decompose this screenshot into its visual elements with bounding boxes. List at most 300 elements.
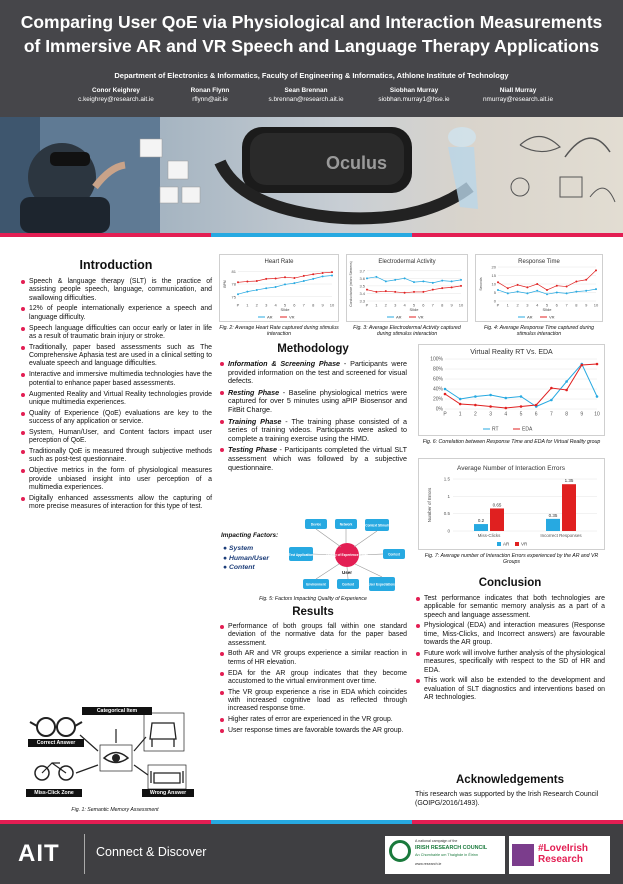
x-tick-label: 6 (422, 302, 425, 308)
fig3-caption: Fig. 3: Average Electrodermal Activity captured during stimulus interaction (353, 325, 461, 337)
y-tick-label: 3.4 (359, 290, 365, 296)
irc-logo (385, 836, 505, 874)
x-tick-label: 3 (526, 302, 529, 308)
data-point-eda (596, 363, 599, 366)
irc-top: A national campaign of the (415, 839, 458, 843)
data-point-ar (256, 289, 258, 291)
data-point-vr (404, 292, 406, 294)
data-point-eda (444, 393, 447, 396)
x-tick-label: 6 (555, 302, 558, 308)
interaction-errors-svg (419, 459, 604, 549)
methodology-phase-text: - The training phase consisted of a series of training videos. Participants were asked to complete a training exercise using the HMD. (228, 416, 407, 443)
data-point-eda (520, 405, 523, 408)
introduction-list (20, 278, 212, 511)
response-time-svg (476, 255, 602, 321)
ait-logo: AIT (18, 840, 60, 867)
data-point-ar (284, 283, 286, 285)
data-point-vr (413, 291, 415, 293)
introduction-bullet-item: Augmented Reality and Virtual Reality technologies provide unique multimedia experiences. (20, 391, 212, 408)
data-point-rt (596, 395, 599, 398)
introduction-bullet-item: Speech language difficulties can occur early or later in life as a result of traumatic brain injury or stroke. (20, 325, 212, 342)
y-tick-label: 0.5 (443, 511, 450, 517)
data-point-ar (375, 276, 377, 278)
data-point-ar (451, 280, 453, 282)
x-tick-label: 4 (536, 302, 539, 308)
x-tick-label: 6 (534, 411, 538, 418)
results-bullet-item: The VR group experience a rise in EDA which coincides with increased cognitive load as reflected through increased response time. (219, 689, 407, 714)
legend-swatch (497, 542, 501, 546)
x-tick-label: 8 (575, 302, 578, 308)
fig1-label-wrong: Wrong Answer (142, 789, 194, 797)
x-tick-label: 8 (441, 302, 444, 308)
x-tick-label: 2 (474, 411, 477, 418)
fig5-factors-list (223, 544, 269, 573)
data-point-eda (550, 387, 553, 390)
data-point-ar (385, 280, 387, 282)
methodology-phase (219, 418, 407, 444)
x-tick-label: P (236, 302, 240, 308)
data-point-ar (536, 290, 538, 292)
y-tick-label: 40% (432, 386, 443, 393)
x-tick-label: 4 (274, 302, 277, 308)
legend-label: EDA (522, 426, 533, 433)
y-tick-label: 81 (231, 268, 236, 274)
x-tick-label: P (443, 411, 447, 418)
data-point-ar (526, 292, 528, 294)
author-3: Sean Brennan s.brennan@research.ait.ie (268, 87, 344, 103)
author-1: Conor Keighrey c.keighrey@research.ait.ie (78, 87, 154, 103)
conclusion-section (415, 577, 605, 705)
y-axis-label: BPM (223, 280, 227, 288)
y-tick-label: 10 (491, 281, 496, 287)
x-tick-label: 5 (412, 302, 416, 308)
conclusion-bullet-item: Future work will involve further analysis of the physiological measures, specifically with respect to the SD of HR and EDA. (415, 650, 605, 675)
y-tick-label: 3.5 (359, 283, 365, 289)
fig1-label-correct: Correct Answer (28, 739, 84, 747)
x-tick-label: 7 (550, 411, 553, 418)
data-point-vr (237, 281, 239, 283)
data-point-ar (312, 278, 314, 280)
data-point-vr (265, 278, 267, 280)
bar-ar (474, 524, 488, 531)
data-point-rt (550, 399, 553, 402)
x-tick-label: Incorrect Responses (540, 533, 582, 538)
chart-title: Electrodermal Activity (378, 259, 436, 265)
x-tick-label: 7 (302, 302, 305, 308)
data-point-vr (566, 286, 568, 288)
data-point-ar (322, 275, 324, 277)
footer-slogan: Connect & Discover (96, 845, 207, 859)
data-point-vr (284, 276, 286, 278)
data-point-ar (394, 279, 396, 281)
x-tick-label: 5 (519, 411, 523, 418)
chart-rt-vs-eda (418, 344, 605, 436)
x-tick-label: 10 (329, 302, 335, 308)
data-point-vr (312, 273, 314, 275)
results-bullet-item: EDA for the AR group indicates that they become accustomed to the virtual environment over time. (219, 670, 407, 687)
x-tick-label: 1 (246, 302, 249, 308)
data-point-vr (460, 285, 462, 287)
bar-data-label: 1.35 (564, 478, 574, 484)
introduction-bullet-item: 12% of people internationally experience a speech and language difficulty. (20, 305, 212, 322)
data-point-vr (536, 283, 538, 285)
data-point-ar (293, 282, 295, 284)
data-point-vr (394, 291, 396, 293)
footer (0, 824, 623, 884)
fig5-factors-title: Impacting Factors: (221, 532, 279, 539)
love-logo-icon (512, 844, 534, 866)
x-tick-label: 2 (255, 302, 258, 308)
legend-swatch (515, 542, 519, 546)
introduction-bullet-item: Quality of Experience (QoE) evaluations are key to the success of any application or service. (20, 410, 212, 427)
data-point-vr (432, 289, 434, 291)
y-axis-label: Number of Errors (427, 487, 432, 523)
data-point-vr (585, 279, 587, 281)
heart-rate-svg (220, 255, 338, 321)
results-title: Results (292, 606, 334, 618)
x-tick-label: P (365, 302, 369, 308)
author-2: Ronan Flynn rflynn@ait.ie (190, 87, 230, 103)
data-point-vr (385, 290, 387, 292)
x-tick-label: 10 (594, 411, 600, 418)
node-test-application-label: Test Application (289, 553, 314, 557)
x-tick-label: 9 (585, 302, 588, 308)
x-tick-label: 8 (565, 411, 568, 418)
x-tick-label: 4 (403, 302, 406, 308)
data-point-rt (489, 394, 492, 397)
fig6-caption: Fig. 6: Correlation between Response Time and EDA for Virtual Reality group (422, 439, 601, 445)
data-point-vr (546, 289, 548, 291)
legend-label: VR (418, 314, 424, 320)
title-line-2: of Immersive AR and VR Speech and Language Therapy Applications (23, 36, 600, 56)
y-tick-label: 1 (447, 493, 450, 499)
hololens-icon (50, 152, 90, 166)
data-point-ar (595, 288, 597, 290)
data-point-eda (474, 404, 477, 407)
fig5-diagram (289, 519, 407, 595)
x-tick-label: 1 (375, 302, 378, 308)
y-tick-label: 0 (447, 528, 450, 534)
series-line-rt (445, 364, 597, 407)
legend-label: VR (289, 314, 295, 320)
data-point-ar (331, 275, 333, 277)
chart-eda (346, 254, 468, 322)
data-point-ar (497, 289, 499, 291)
methodology-phase (219, 389, 407, 415)
fig5-factor-content: ● Content (223, 564, 255, 571)
conclusion-bullet-item: This work will also be extended to the development and evaluation of SLT diagnostics and interventions based on AR technologies. (415, 677, 605, 702)
data-point-eda (535, 404, 538, 407)
acknowledgements-text: This research was supported by the Irish Research Council (GOIPG/2016/1493). (415, 791, 599, 807)
data-point-ar (566, 292, 568, 294)
node-device-label: Device (310, 522, 322, 527)
eda-svg (347, 255, 467, 321)
y-tick-label: 3.6 (359, 275, 365, 281)
methodology-phase (219, 360, 407, 386)
data-point-rt (444, 388, 447, 391)
irc-irish: An Chomhairle um Thaighde in Éirinn (415, 853, 479, 857)
banner-illustration (0, 117, 623, 233)
bar-data-label: 0.65 (492, 502, 502, 508)
chart-title: Virtual Reality RT Vs. EDA (470, 349, 553, 356)
bar-data-label: 0.35 (548, 512, 558, 518)
fig4-caption: Fig. 4: Average Response Time captured during stimulus interaction (483, 325, 595, 337)
love-irish-research-logo (509, 836, 610, 874)
love-logo-text: #LoveIrish Research (538, 843, 589, 865)
x-axis-label: Slide (542, 307, 552, 312)
series-line-eda (445, 364, 597, 408)
results-bullet-item: Both AR and VR groups experience a similar reaction in terms of HR elevation. (219, 650, 407, 667)
results-section (219, 606, 407, 738)
department: Department of Electronics & Informatics, Faculty of Engineering & Informatics, Athlone Institute of Technology (114, 71, 509, 80)
data-point-eda (489, 405, 492, 408)
x-tick-label: 2 (384, 302, 387, 308)
author-5: Niall Murray nmurray@research.ait.ie (482, 87, 554, 103)
legend-label: VR (521, 541, 528, 547)
x-tick-label: 4 (504, 411, 508, 418)
acknowledgements-section (415, 774, 605, 808)
x-tick-label: 1 (506, 302, 509, 308)
data-point-ar (303, 280, 305, 282)
results-bullet-item: User response times are favorable towards the AR group. (219, 727, 407, 735)
legend-label: AR (396, 314, 402, 320)
legend-label: AR (267, 314, 273, 320)
data-point-eda (581, 364, 584, 367)
series-line-vr (498, 270, 596, 290)
data-point-eda (565, 389, 568, 392)
methodology-phase (219, 446, 407, 472)
y-tick-label: 20% (432, 396, 443, 403)
band-blue (211, 233, 412, 237)
introduction-bullet-item: Speech & language therapy (SLT) is the practice of assisting people speech, language, communication, and swallowing difficulties. (20, 278, 212, 303)
y-tick-label: 0 (493, 298, 496, 304)
acknowledgements-title: Acknowledgements (456, 774, 564, 786)
results-bullet-item: Performance of both groups fall within one standard deviation of the normative data for the paper based assessment. (219, 623, 407, 648)
fig5-factor-system: ● System (223, 545, 254, 552)
data-point-ar (441, 280, 443, 282)
poster-title (0, 10, 623, 58)
methodology-phase-label: Testing Phase (228, 445, 277, 455)
fig5-user-label: User (341, 570, 353, 575)
x-tick-label: 10 (458, 302, 464, 308)
y-tick-label: 3.3 (359, 298, 365, 304)
introduction-bullet-item: Objective metrics in the form of physiological measures provide unbiased insight into user perception of a multimedia experiences. (20, 467, 212, 492)
data-point-vr (595, 269, 597, 271)
data-point-vr (507, 287, 509, 289)
data-point-ar (575, 291, 577, 293)
fig5-qoe-factors (219, 519, 407, 604)
y-tick-label: 75 (231, 294, 236, 300)
data-point-ar (246, 291, 248, 293)
methodology-phase-label: Information & Screening Phase (228, 359, 341, 368)
y-axis-label: Seconds (479, 277, 483, 291)
introduction-bullet-item: System, Human/User, and Content factors impact user perception of QoE. (20, 429, 212, 446)
fig2-caption: Fig. 2: Average Heart Rate captured during stimulus interaction (219, 325, 339, 337)
fig1-label-categorical: Categorical Item (82, 707, 152, 715)
node-environment-label: Environment (306, 582, 326, 587)
x-tick-label: 9 (450, 302, 453, 308)
data-point-ar (546, 293, 548, 295)
node-context-label: Context (388, 552, 400, 557)
methodology-phase-label: Training Phase (228, 416, 282, 426)
conclusion-list (415, 595, 605, 702)
data-point-eda (459, 403, 462, 406)
irc-logo-icon (389, 840, 411, 862)
x-tick-label: 5 (283, 302, 287, 308)
data-point-rt (520, 395, 523, 398)
bar-data-label: 0.2 (477, 518, 485, 524)
methodology-phase-text: - Baseline physiological metrics were captured for over 5 minutes using aPIP Biosensor and FitBit Charge. (228, 387, 408, 414)
fig1-caption: Fig. 1: Semantic Memory Assessment (71, 807, 159, 813)
methodology-phase-text: - Participants were provided information on the test and screened for visual defects. (228, 359, 407, 386)
conclusion-bullet-item: Test performance indicates that both technologies are applicable for semantic memory analysis as a part of a speech and language assessment. (415, 595, 605, 620)
data-point-vr (366, 289, 368, 291)
data-point-rt (474, 395, 477, 398)
data-point-vr (375, 291, 377, 293)
introduction-bullet-item: Interactive and immersive multimedia technologies have the potential to enhance paper based assessments. (20, 371, 212, 388)
person-body (20, 197, 110, 233)
x-axis-label: Slide (280, 307, 290, 312)
fig5-factor-human: ● Human/User (223, 554, 270, 562)
data-point-vr (275, 277, 277, 279)
author-4: Siobhan Murray siobhan.murray1@hse.ie (378, 87, 450, 103)
results-bullet-item: Higher rates of error are experienced in the VR group. (219, 716, 407, 724)
data-point-rt (565, 380, 568, 383)
fig7-caption: Fig. 7: Average number of Interaction Errors experienced by the AR and VR Groups (424, 553, 599, 565)
results-list (219, 623, 407, 736)
x-tick-label: 9 (321, 302, 324, 308)
chart-heart-rate (219, 254, 339, 322)
x-tick-label: 3 (265, 302, 268, 308)
introduction-bullet-item: Digitally enhanced assessments allow the capturing of more precise measures of interaction for this type of test. (20, 495, 212, 512)
data-point-ar (413, 281, 415, 283)
data-point-ar (585, 290, 587, 292)
data-point-eda (505, 407, 508, 410)
y-tick-label: 3.7 (359, 268, 365, 274)
methodology-title: Methodology (277, 343, 349, 355)
fig5-caption: Fig. 5: Factors Impacting Quality of Experience (259, 596, 367, 602)
x-axis-label: Slide (409, 307, 419, 312)
data-point-ar (556, 292, 558, 294)
chart-title: Average Number of Interaction Errors (457, 465, 565, 472)
data-point-ar (460, 279, 462, 281)
banner-photo (0, 117, 623, 233)
x-tick-label: 1 (458, 411, 462, 418)
x-tick-label: 10 (593, 302, 599, 308)
introduction-bullet-item: Traditionally QoE is measured through subjective methods such as post-test questionnaire. (20, 448, 212, 465)
data-point-vr (441, 287, 443, 289)
x-tick-label: 2 (516, 302, 519, 308)
legend-label: AR (527, 314, 533, 320)
data-point-vr (303, 275, 305, 277)
node-content-label: Content (341, 582, 355, 587)
y-tick-label: 1.5 (443, 476, 450, 482)
x-tick-label: 7 (431, 302, 434, 308)
y-tick-label: 0% (435, 406, 443, 413)
introduction-section (20, 258, 212, 514)
y-tick-label: 5 (493, 290, 496, 295)
qoe-center-label: Quality of Experience (QoE) (325, 553, 369, 557)
y-tick-label: 100% (430, 356, 443, 363)
x-tick-label: 8 (312, 302, 315, 308)
irc-name: IRISH RESEARCH COUNCIL (415, 845, 488, 851)
irc-url: www.research.ie (415, 862, 442, 866)
bar-vr (562, 484, 576, 531)
node-network-label: Network (339, 522, 353, 527)
data-point-vr (422, 291, 424, 293)
data-point-vr (293, 277, 295, 279)
data-point-vr (331, 271, 333, 273)
legend-label: VR (549, 314, 555, 320)
x-tick-label: 7 (565, 302, 568, 308)
x-tick-label: 5 (545, 302, 549, 308)
data-point-ar (404, 277, 406, 279)
conclusion-bullet-item: Physiological (EDA) and interaction measures (Response time, Miss-Clicks, and Incorrect answers) are favourable towards the AR group. (415, 622, 605, 647)
introduction-title: Introduction (79, 258, 153, 272)
oculus-logo-text: Oculus (326, 153, 388, 173)
data-point-ar (422, 280, 424, 282)
data-point-rt (505, 397, 508, 400)
data-point-vr (517, 284, 519, 286)
methodology-phase-text: - Participants completed the virtual SLT assessment which was followed by a subjective questionnaire. (228, 445, 407, 472)
data-point-vr (575, 280, 577, 282)
data-point-vr (526, 286, 528, 288)
data-point-ar (366, 277, 368, 279)
oculus-headset-icon (220, 127, 470, 218)
x-tick-label: 3 (489, 411, 492, 418)
chart-title: Response Time (518, 259, 560, 265)
data-point-ar (237, 293, 239, 295)
fig1-label-missclick: Miss-Click Zone (26, 789, 82, 797)
node-user-expectations-label: User Expectations (368, 582, 396, 587)
data-point-vr (322, 272, 324, 274)
fig1-semantic-memory (20, 707, 210, 815)
node-context-stimuli-label: Context Stimuli (365, 523, 389, 528)
methodology-section (219, 343, 407, 475)
chart-interaction-errors (418, 458, 605, 550)
y-tick-label: 78 (231, 281, 236, 287)
conclusion-title: Conclusion (478, 577, 542, 589)
band-pink-2 (412, 233, 623, 237)
x-tick-label: Miss-Clicks (477, 533, 501, 538)
bar-ar (546, 519, 560, 531)
data-point-vr (451, 286, 453, 288)
data-point-vr (246, 280, 248, 282)
introduction-bullet-item: Traditionally, paper based assessments such as The Comprehensive Aphasia test are used in a clinical setting to evaluate speech and language difficulties. (20, 344, 212, 369)
band-pink (0, 233, 211, 237)
data-point-rt (459, 398, 462, 401)
data-point-ar (265, 287, 267, 289)
chart-response-time (475, 254, 603, 322)
y-axis-label: Conductance (micro Siemens) (349, 261, 353, 307)
chart-title: Heart Rate (264, 259, 294, 265)
rt-vs-eda-svg (419, 345, 604, 435)
methodology-phase-label: Resting Phase (228, 387, 280, 397)
data-point-ar (275, 286, 277, 288)
y-tick-label: 80% (432, 366, 443, 373)
data-point-ar (517, 291, 519, 293)
data-point-vr (497, 281, 499, 283)
semantic-items (511, 136, 615, 202)
y-tick-label: 20 (491, 264, 496, 270)
data-point-vr (556, 285, 558, 287)
x-tick-label: 3 (394, 302, 397, 308)
y-tick-label: 15 (491, 273, 496, 278)
methodology-list (219, 360, 407, 472)
data-point-vr (256, 280, 258, 282)
footer-divider (84, 834, 85, 874)
y-tick-label: 60% (432, 376, 443, 383)
